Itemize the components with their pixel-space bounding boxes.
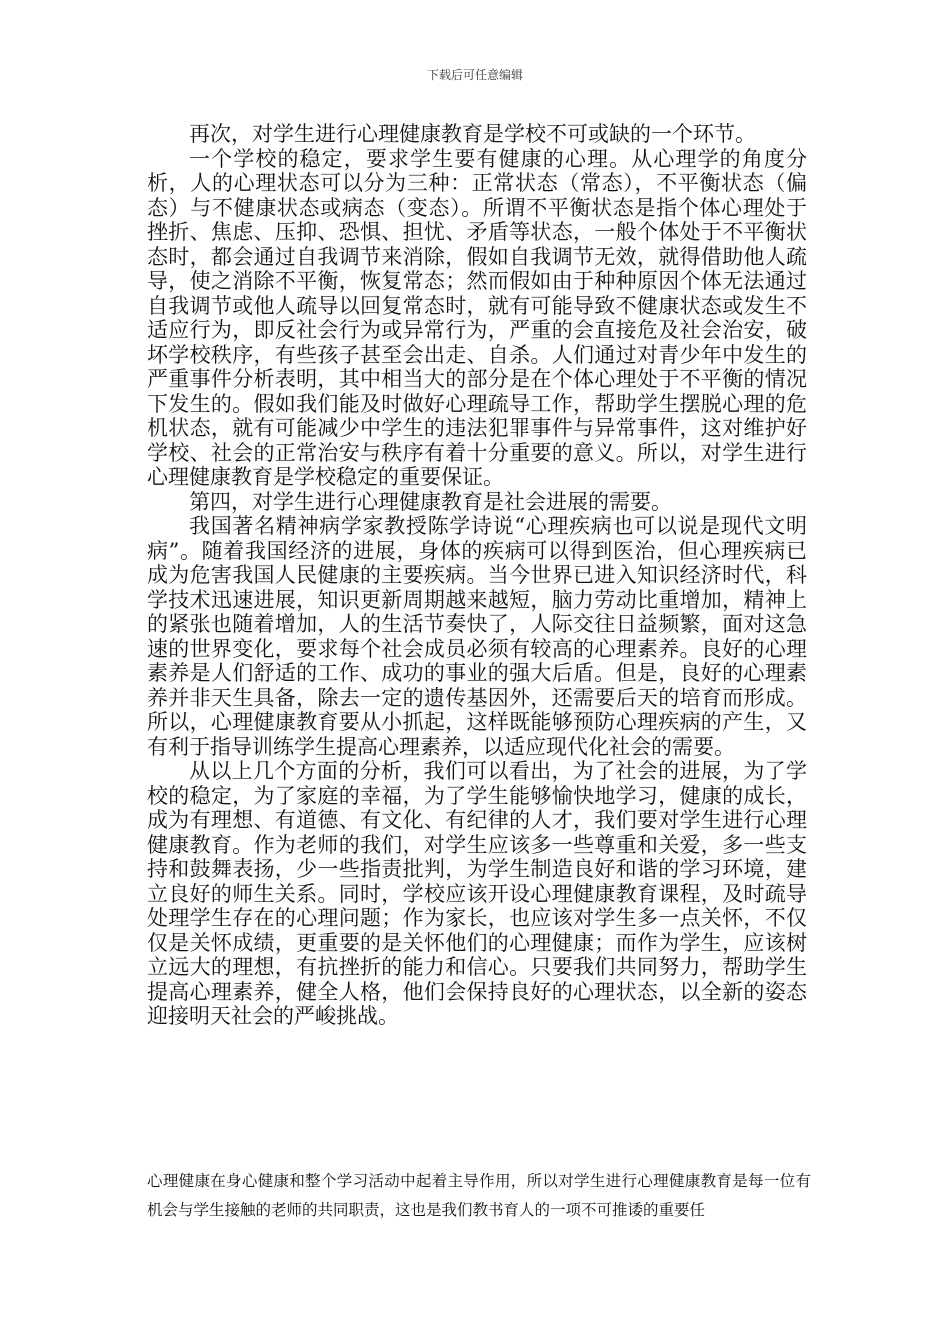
paragraph: 从以上几个方面的分析，我们可以看出，为了社会的进展，为了学校的稳定，为了家庭的幸福，为了学生能够愉快地学习，健康的成长，成为有理想、有道德、有文化、有纪律的人才，我们要对学生进行心理健康教育。作为老师的我们，对学生应该多一些尊重和关爱，多一些支持和鼓舞表扬，少一些指责批判，为学生制造良好和谐的学习环境，建立良好的师生关系。同时，学校应该开设心理健康教育课程，及时疏导处理学生存在的心理问题；作为家长，也应该对学生多一点关怀，不仅仅是关怀成绩，更重要的是关怀他们的心理健康；而作为学生，应该树立远大的理想，有抗挫折的能力和信心。只要我们共同努力，帮助学生提高心理素养，健全人格，他们会保持良好的心理状态，以全新的姿态迎接明天社会的严峻挑战。 [147, 759, 807, 1028]
footer-paragraph: 心理健康在身心健康和整个学习活动中起着主导作用，所以对学生进行心理健康教育是每一位有机会与学生接触的老师的共同职责，这也是我们教书育人的一项不可推诿的重要任 [147, 1172, 811, 1219]
paragraph: 第四，对学生进行心理健康教育是社会进展的需要。 [189, 489, 672, 514]
document-body [147, 122, 807, 1029]
paragraph: 一个学校的稳定，要求学生要有健康的心理。从心理学的角度分析，人的心理状态可以分为三种：正常状态（常态），不平衡状态（偏态）与不健康状态或病态（变态）。所谓不平衡状态是指个体心理处于挫折、焦虑、压抑、恐惧、担忧、矛盾等状态，一般个体处于不平衡状态时，都会通过自我调节来消除，假如自我调节无效，就得借助他人疏导，使之消除不平衡，恢复常态；然而假如由于种种原因个体无法通过自我调节或他人疏导以回复常态时，就有可能导致不健康状态或发生不适应行为，即反社会行为或异常行为，严重的会直接危及社会治安，破坏学校秩序，有些孩子甚至会出走、自杀。人们通过对青少年中发生的严重事件分析表明，其中相当大的部分是在个体心理处于不平衡的情况下发生的。假如我们能及时做好心理疏导工作，帮助学生摆脱心理的危机状态，就有可能减少中学生的违法犯罪事件与异常事件，这对维护好学校、社会的正常治安与秩序有着十分重要的意义。所以，对学生进行心理健康教育是学校稳定的重要保证。 [147, 146, 807, 489]
paragraph: 我国著名精神病学家教授陈学诗说“心理疾病也可以说是现代文明病”。随着我国经济的进展，身体的疾病可以得到医治，但心理疾病已成为危害我国人民健康的主要疾病。当今世界已进入知识经济时代，科学技术迅速进展，知识更新周期越来越短，脑力劳动比重增加，精神上的紧张也随着增加，人的生活节奏快了，人际交往日益频繁，面对这急速的世界变化，要求每个社会成员必须有较高的心理素养。良好的心理素养是人们舒适的工作、成功的事业的强大后盾。但是，良好的心理素养并非天生具备，除去一定的遗传基因外，还需要后天的培育而形成。所以，心理健康教育要从小抓起，这样既能够预防心理疾病的产生，又有利于指导训练学生提高心理素养，以适应现代化社会的需要。 [147, 514, 807, 759]
page-header-note: 下载后可任意编辑 [426, 68, 523, 82]
paragraph: 再次，对学生进行心理健康教育是学校不可或缺的一个环节。 [189, 122, 756, 146]
